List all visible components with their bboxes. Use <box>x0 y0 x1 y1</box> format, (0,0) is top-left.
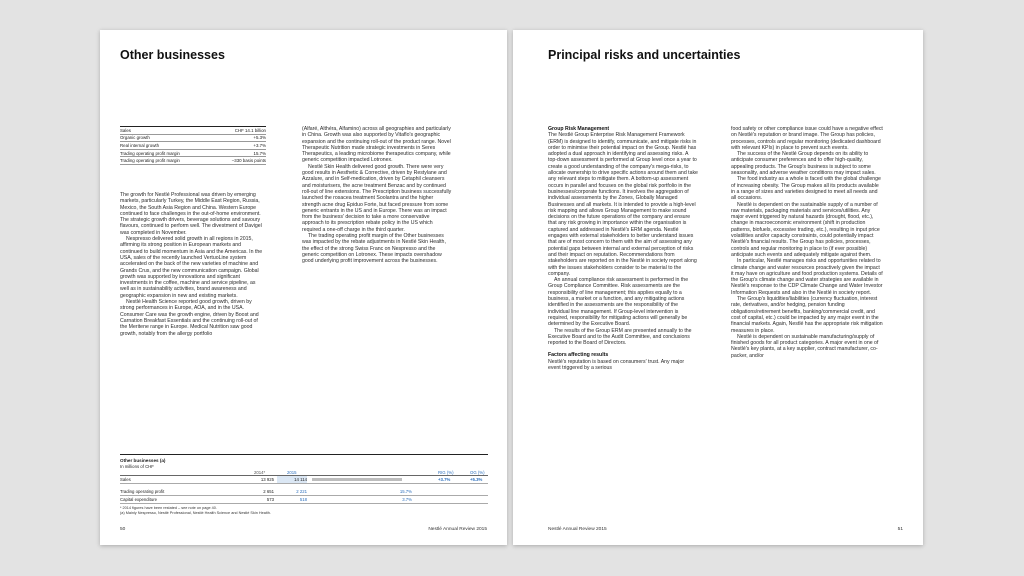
table-row <box>120 149 266 157</box>
page-number: 50 <box>120 527 126 532</box>
paragraph: The success of the Nestlé Group depends on its ability to anticipate consumer preferences and to offer high-quality, appealing products. The Group's business is subject to some seasonality, and adverse weather conditions may impact sales. <box>731 151 876 177</box>
row-label: Real internal growth <box>120 142 213 150</box>
footer-title: Nestlé Annual Review 2015 <box>548 527 607 532</box>
right-page <box>513 30 923 545</box>
cell-rig: +3.7% <box>438 477 451 482</box>
row-label: Trading operating profit margin <box>120 157 213 165</box>
page-title: Other businesses <box>120 48 225 62</box>
footnote: * 2014 figures have been restated – see note on page 40. <box>120 506 217 510</box>
cell-2015: 14 114 <box>277 476 307 483</box>
cell-pct: 15.7% <box>399 489 412 494</box>
table-row <box>120 134 266 142</box>
paragraph: Nestlé Health Science reported good growth, driven by strong performances in Europe, AOA, and in the USA. Consumer Care was the growth engine, driven by Boost and Carnation Breakfast Essentials and the continuing roll-out of the Meritene range in Europe. Medical Nutrition saw good growth, notably from the allergy portfolio <box>120 299 259 337</box>
left-page <box>100 30 507 545</box>
table-row <box>120 142 266 150</box>
paragraph: The results of the Group ERM are presented annually to the Executive Board and to the Audit Committee, and conclusions reported to the Board of Directors. <box>548 327 692 347</box>
table-row <box>120 488 488 496</box>
right-column-2 <box>731 126 883 359</box>
table-header <box>120 469 488 476</box>
row-label: Capital expenditure <box>120 497 158 502</box>
paragraph: Nestlé is dependent on the sustainable supply of a number of raw materials, packaging materials and services/utilities. Any major event triggered by natural hazards (drought, flood, etc.), change in macroeconomic environment (shift in production patterns, biofuels, excessive trading, etc.), resulting in input price volatilities and/or capacity constraints, could potentially impact Nestlé's financial results. The Group has policies, processes, controls and regular monitoring in place to (if ever possible) anticipate such events and adequately mitigate against them. <box>731 201 880 258</box>
paragraph: (Alfaré, Althéra, Alfamino) across all geographies and particularly in China. Growth was also supported by Vitaflo's geographic expansion and the continuing roll-out of the product range. Novel Therapeutic Nutrition made strategic investments in Seres Therapeutics, a leading microbiome therapeutics company, while generic competition impacted Lotronex. <box>302 126 451 164</box>
cell-2014: 13 925 <box>260 477 274 482</box>
header-2014: 2014* <box>254 470 266 475</box>
table-subtitle: In millions of CHF <box>120 464 154 469</box>
paragraph: In particular, Nestlé manages risks and opportunities related to climate change and water resources proactively given the impact it may have on agriculture and food production systems. Details of the Group's climate change and water strategies are available in Nestlé's response to the CDP Climate Change and Water Investor Information Requests and also in the Nestlé in society report. <box>731 258 883 296</box>
paragraph: The food industry as a whole is faced with the global challenge of increasing obesity. The Group makes all its products available in a range of sizes and varieties designed to meet all needs and all occasions. <box>731 176 881 202</box>
section-heading: Factors affecting results <box>548 352 609 359</box>
table-row <box>120 496 488 504</box>
cell-2015: 518 <box>299 497 307 502</box>
sales-bar <box>312 478 402 481</box>
section-heading: Group Risk Management <box>548 126 610 132</box>
header-rig: RIG (%) <box>438 470 454 475</box>
paragraph: food safety or other compliance issue could have a negative effect on Nestlé's reputation or brand image. The Group has policies, processes, controls and regular monitoring (dedicated dashboard with relevant KPIs) in place to prevent such events. <box>731 126 883 151</box>
paragraph: The trading operating profit margin of the Other businesses was impacted by the rebate adjustments in Nestlé Skin Health, the effect of the strong Swiss Franc on Nespresso and the generic competition on Lotronex. These impacts overshadow good underlying profit improvement across the businesses. <box>302 233 446 265</box>
cell-2014: 573 <box>266 497 274 502</box>
paragraph: Nestlé is dependent on sustainable manufacturing/supply of finished goods for all product categories. A major event in one of Nestlé's key plants, at a key supplier, contract manufacturer, co-packer, and/or <box>731 333 879 359</box>
row-label: Sales <box>120 127 213 135</box>
paragraph: The Nestlé Group Enterprise Risk Management Framework (ERM) is designed to identify, communicate, and mitigate risks in order to minimise their potential impact on the Group. Nestlé has adopted a dual approach in identifying and assessing risks. A top-down assessment is performed at Group level once a year to create a good understanding of the company's mega-risks, to allocate ownership to drive specific actions around them and take any relevant steps to mitigate them. A bottom-up assessment occurs in parallel and focuses on the global risk portfolio in the businesses/corporate functions. It involves the aggregation of individual assessments by the Zones, Globally Managed Businesses and all markets. It is intended to provide a high-level risk mapping and allows Group Management to make sound decisions on the future operations of the company and ensure that any risk growing in importance within the organisation is captured and addressed in Nestlé's ERM agenda. Nestlé engages with external stakeholders to better understand issues that are of most concern to them with the aim of assessing any potential gaps between internal and external perception of risks and their impact on reputation. Recommendations from stakeholders are reported on in the Nestlé in society report along with the issues stakeholders consider to be material to the company. <box>548 132 698 277</box>
row-value: 15.7% <box>213 149 266 157</box>
row-value: +5.3% <box>213 134 266 142</box>
cell-og: +5.3% <box>470 477 483 482</box>
page-title: Principal risks and uncertainties <box>548 48 741 62</box>
paragraph: The growth for Nestlé Professional was driven by emerging markets, particularly Turkey, the Middle East Region, Russia, Mexico, the South Asia Region and China. Western Europe continued to face challenges in the out-of-home environment. The strategic growth drivers, beverage solutions and savoury flavours, continued to perform well. The divestment of Davigel was completed in November. <box>120 192 262 236</box>
table-title: Other businesses (a) <box>120 454 488 463</box>
row-label: Trading operating profit <box>120 489 165 494</box>
right-column-1 <box>548 126 698 371</box>
paragraph: Nestlé Skin Health delivered good growth. There were very good results in Aesthetic & Corrective, driven by Restylane and Azzalure, and in Self-medication, driven by Cetaphil cleansers and moisturisers, the acne treatment Benzac and by continued roll-out of line extensions. The Prescription business successfully launched the rosacea treatment Soolantra and the higher strength acne drug Epiduo Forte, but faced pressure from some generic entrants in the US and in Europe. There was an impact from the business' decision to take a more conservative approach to its prescription rebate policy in the US which required a one-off charge in the third quarter. <box>302 163 452 233</box>
summary-table <box>120 126 266 165</box>
row-label: Trading operating profit margin <box>120 149 213 157</box>
footer-title: Nestlé Annual Review 2015 <box>428 527 487 532</box>
footnote: (a) Mainly Nespresso, Nestlé Professional, Nestlé Health Science and Nestlé Skin Health. <box>120 511 271 515</box>
cell-pct: 3.7% <box>402 497 412 502</box>
cell-2014: 2 651 <box>263 489 274 494</box>
table-row <box>120 157 266 165</box>
row-label: Organic growth <box>120 134 213 142</box>
page-number: 51 <box>897 527 903 532</box>
header-2015: 2015 <box>287 470 297 475</box>
paragraph: Nestlé's reputation is based on consumers' trust. Any major event triggered by a serious <box>548 358 685 371</box>
left-column-1 <box>120 192 264 337</box>
other-businesses-table <box>120 454 488 515</box>
row-label: Sales <box>120 477 131 482</box>
row-value: CHF 14.1 billion <box>213 127 266 135</box>
table-row <box>120 476 488 484</box>
left-column-2 <box>302 126 452 265</box>
header-og: OG (%) <box>470 470 485 475</box>
row-value: –330 basis points <box>213 157 266 165</box>
table-row <box>120 127 266 135</box>
paragraph: The Group's liquidities/liabilities (currency fluctuation, interest rate, derivatives, and/or hedging, pension funding obligations/retirement benefits, banking/commercial credit, and cost of capital, etc.) could be impacted by any major event in the financial markets. Again, Nestlé has the appropriate risk mitigation measures in place. <box>731 296 883 334</box>
paragraph: An annual compliance risk assessment is performed in the Group Compliance Committee. Risk assessments are the responsibility of line management; this applies equally to a business, a market or a function, and any mitigating actions identified in the assessments are the responsibility of the individual line management. If Group-level intervention is required, responsibility for mitigating actions will generally be determined by the Executive Board. <box>548 277 689 328</box>
row-value: +3.7% <box>213 142 266 150</box>
paragraph: Nespresso delivered solid growth in all regions in 2015, affirming its strong position in European markets and continued to build momentum in Asia and the Americas. In the USA, sales of the recently launched VertuoLine system accelerated on the back of the new varieties of machine and Grands Crus, and the new communication campaign. Global growth was supported by innovations and significant investments in the coffee, machine and service pipeline, as well as in sustainability activities, brand awareness and geographic expansion in new and existing markets. <box>120 236 263 299</box>
cell-2015: 2 221 <box>296 489 307 494</box>
